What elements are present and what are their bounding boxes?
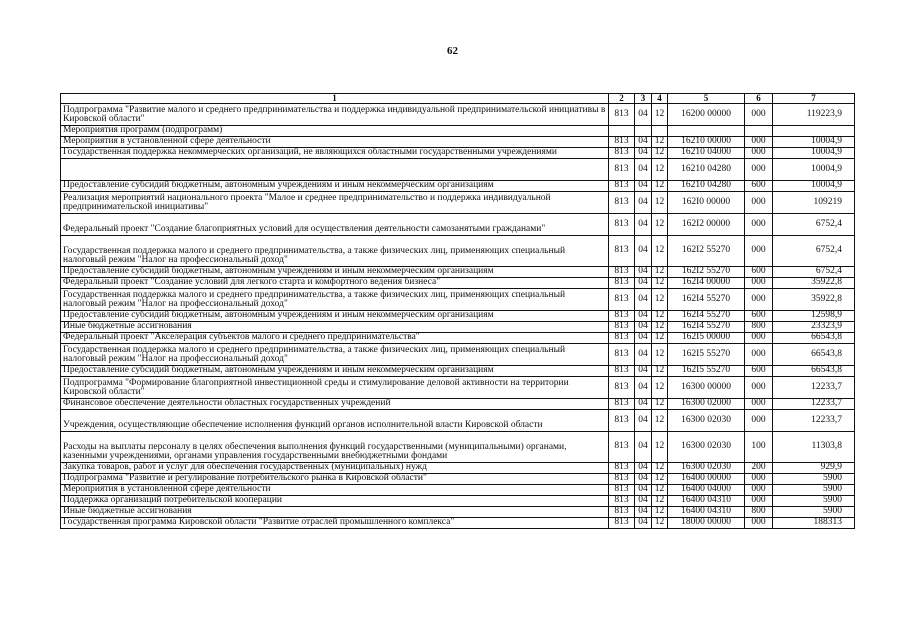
section-code: 04 [635, 399, 652, 410]
section-code: 04 [635, 432, 652, 463]
amount [773, 126, 855, 137]
target-article: 162I5 55270 [668, 344, 745, 366]
expense-type: 000 [745, 236, 773, 267]
amount: 66543,8 [773, 333, 855, 344]
target-article: 162I4 55270 [668, 289, 745, 311]
ministry-code: 813 [609, 311, 635, 322]
amount: 6752,4 [773, 236, 855, 267]
table-row [61, 192, 855, 214]
subsection-code: 12 [652, 474, 668, 485]
amount: 12598,9 [773, 311, 855, 322]
subsection-code: 12 [652, 278, 668, 289]
row-name: Мероприятия в установленной сфере деятельности [61, 137, 609, 148]
col-header: 2 [609, 94, 635, 104]
subsection-code: 12 [652, 507, 668, 518]
expense-type: 000 [745, 518, 773, 529]
expense-type: 000 [745, 333, 773, 344]
expense-type: 600 [745, 181, 773, 192]
ministry-code: 813 [609, 463, 635, 474]
row-name: Поддержка организаций потребительской кооперации [61, 496, 609, 507]
col-header: 1 [61, 94, 609, 104]
expense-type: 000 [745, 399, 773, 410]
expense-type: 000 [745, 137, 773, 148]
row-name: Государственная поддержка малого и среднего предпринимательства, а также физических лиц, применяющих специальный налоговый режим "Налог на профессиональный доход" [61, 344, 609, 366]
amount: 188313 [773, 518, 855, 529]
expense-type: 000 [745, 159, 773, 181]
page-number: 62 [447, 45, 458, 57]
row-name: Государственная поддержка малого и среднего предпринимательства, а также физических лиц, применяющих специальный налоговый режим "Налог на профессиональный доход" [61, 289, 609, 311]
expense-type: 600 [745, 311, 773, 322]
target-article: 16400 04310 [668, 507, 745, 518]
table-row [61, 377, 855, 399]
target-article: 16210 00000 [668, 137, 745, 148]
amount: 5900 [773, 474, 855, 485]
row-name: Предоставление субсидий бюджетным, автономным учреждениям и иным некоммерческим организациям [61, 267, 609, 278]
row-name: Федеральный проект "Акселерация субъектов малого и среднего предпринимательства" [61, 333, 609, 344]
subsection-code: 12 [652, 518, 668, 529]
section-code: 04 [635, 159, 652, 181]
table-row [61, 432, 855, 463]
row-name: Подпрограмма "Развитие и регулирование потребительского рынка в Кировской области" [61, 474, 609, 485]
col-header: 7 [773, 94, 855, 104]
row-name: Государственная поддержка малого и среднего предпринимательства, а также физических лиц, применяющих специальный налоговый режим "Налог на профессиональный доход" [61, 236, 609, 267]
ministry-code: 813 [609, 159, 635, 181]
expense-type: 100 [745, 432, 773, 463]
expense-type: 000 [745, 377, 773, 399]
row-name: Финансовое обеспечение деятельности областных государственных учреждений [61, 399, 609, 410]
amount: 5900 [773, 496, 855, 507]
section-code: 04 [635, 267, 652, 278]
target-article: 162I4 00000 [668, 278, 745, 289]
target-article: 162I0 00000 [668, 192, 745, 214]
section-code: 04 [635, 311, 652, 322]
ministry-code [609, 126, 635, 137]
amount: 10004,9 [773, 137, 855, 148]
ministry-code: 813 [609, 267, 635, 278]
amount: 6752,4 [773, 267, 855, 278]
expense-type: 800 [745, 507, 773, 518]
amount: 12233,7 [773, 399, 855, 410]
amount: 5900 [773, 507, 855, 518]
target-article: 16400 04310 [668, 496, 745, 507]
section-code: 04 [635, 496, 652, 507]
amount: 10004,9 [773, 159, 855, 181]
amount: 6752,4 [773, 214, 855, 236]
row-name [61, 159, 609, 181]
header-row [61, 94, 855, 104]
table-row [61, 518, 855, 529]
target-article: 16300 00000 [668, 377, 745, 399]
table-row [61, 104, 855, 126]
expense-type: 000 [745, 410, 773, 432]
row-name: Мероприятия в установленной сфере деятельности [61, 485, 609, 496]
ministry-code: 813 [609, 137, 635, 148]
ministry-code: 813 [609, 181, 635, 192]
amount: 66543,8 [773, 366, 855, 377]
section-code: 04 [635, 485, 652, 496]
table-row [61, 344, 855, 366]
subsection-code: 12 [652, 104, 668, 126]
col-header: 4 [652, 94, 668, 104]
target-article: 162I2 55270 [668, 267, 745, 278]
row-name: Подпрограмма "Формирование благоприятной инвестиционной среды и стимулирование деловой активности на территории Кировской области" [61, 377, 609, 399]
expense-type: 000 [745, 214, 773, 236]
expense-type: 000 [745, 344, 773, 366]
section-code: 04 [635, 366, 652, 377]
section-code: 04 [635, 507, 652, 518]
subsection-code: 12 [652, 311, 668, 322]
target-article: 16300 02030 [668, 410, 745, 432]
ministry-code: 813 [609, 485, 635, 496]
section-code [635, 126, 652, 137]
ministry-code: 813 [609, 148, 635, 159]
subsection-code: 12 [652, 159, 668, 181]
ministry-code: 813 [609, 507, 635, 518]
subsection-code: 12 [652, 289, 668, 311]
amount: 5900 [773, 485, 855, 496]
target-article: 16200 00000 [668, 104, 745, 126]
target-article: 16400 00000 [668, 474, 745, 485]
expense-type: 600 [745, 267, 773, 278]
expense-type: 200 [745, 463, 773, 474]
expense-type: 000 [745, 104, 773, 126]
table-row [61, 236, 855, 267]
ministry-code: 813 [609, 377, 635, 399]
target-article: 162I2 00000 [668, 214, 745, 236]
table-row [61, 181, 855, 192]
expense-type: 000 [745, 278, 773, 289]
row-name: Предоставление субсидий бюджетным, автономным учреждениям и иным некоммерческим организациям [61, 366, 609, 377]
col-header: 3 [635, 94, 652, 104]
row-name: Государственная поддержка некоммерческих организаций, не являющихся областными государственными учреждениями [61, 148, 609, 159]
subsection-code: 12 [652, 137, 668, 148]
ministry-code: 813 [609, 496, 635, 507]
subsection-code: 12 [652, 192, 668, 214]
expense-type: 000 [745, 192, 773, 214]
row-name: Предоставление субсидий бюджетным, автономным учреждениям и иным некоммерческим организациям [61, 181, 609, 192]
ministry-code: 813 [609, 214, 635, 236]
expense-type: 000 [745, 496, 773, 507]
subsection-code: 12 [652, 333, 668, 344]
amount: 23323,9 [773, 322, 855, 333]
subsection-code: 12 [652, 377, 668, 399]
subsection-code: 12 [652, 214, 668, 236]
target-article: 16400 04000 [668, 485, 745, 496]
row-name: Иные бюджетные ассигнования [61, 322, 609, 333]
ministry-code: 813 [609, 333, 635, 344]
subsection-code: 12 [652, 344, 668, 366]
ministry-code: 813 [609, 474, 635, 485]
ministry-code: 813 [609, 518, 635, 529]
section-code: 04 [635, 463, 652, 474]
table-row [61, 333, 855, 344]
target-article: 16300 02000 [668, 399, 745, 410]
ministry-code: 813 [609, 236, 635, 267]
subsection-code: 12 [652, 322, 668, 333]
row-name: Закупка товаров, работ и услуг для обеспечения государственных (муниципальных) нужд [61, 463, 609, 474]
row-name: Федеральный проект "Создание условий для легкого старта и комфортного ведения бизнеса" [61, 278, 609, 289]
table-row [61, 399, 855, 410]
row-name: Расходы на выплаты персоналу в целях обеспечения выполнения функций государственными (муниципальными) органами, казенными учреждениями, органами управления государственными внебюджетными фондами [61, 432, 609, 463]
section-code: 04 [635, 148, 652, 159]
target-article: 162I5 00000 [668, 333, 745, 344]
expense-type [745, 126, 773, 137]
subsection-code: 12 [652, 485, 668, 496]
amount: 35922,8 [773, 278, 855, 289]
row-name: Подпрограмма "Развитие малого и среднего предпринимательства и поддержка индивидуальной предпринимательской инициативы в Кировской области" [61, 104, 609, 126]
subsection-code [652, 126, 668, 137]
table-row [61, 159, 855, 181]
amount: 119223,9 [773, 104, 855, 126]
target-article: 162I4 55270 [668, 322, 745, 333]
target-article: 16300 02030 [668, 432, 745, 463]
amount: 10004,9 [773, 181, 855, 192]
row-name: Реализация мероприятий национального проекта "Малое и среднее предпринимательство и поддержка индивидуальной предпринимательской инициативы" [61, 192, 609, 214]
row-name: Мероприятия программ (подпрограмм) [61, 126, 609, 137]
target-article: 16210 04000 [668, 148, 745, 159]
section-code: 04 [635, 474, 652, 485]
target-article [668, 126, 745, 137]
expense-type: 000 [745, 474, 773, 485]
row-name: Иные бюджетные ассигнования [61, 507, 609, 518]
table-row [61, 289, 855, 311]
target-article: 162I4 55270 [668, 311, 745, 322]
expense-type: 000 [745, 289, 773, 311]
subsection-code: 12 [652, 496, 668, 507]
budget-table [60, 93, 855, 529]
expense-type: 600 [745, 366, 773, 377]
col-header: 6 [745, 94, 773, 104]
section-code: 04 [635, 333, 652, 344]
target-article: 16210 04280 [668, 181, 745, 192]
section-code: 04 [635, 410, 652, 432]
ministry-code: 813 [609, 344, 635, 366]
ministry-code: 813 [609, 192, 635, 214]
table-row [61, 214, 855, 236]
ministry-code: 813 [609, 322, 635, 333]
subsection-code: 12 [652, 410, 668, 432]
table-row [61, 410, 855, 432]
ministry-code: 813 [609, 399, 635, 410]
section-code: 04 [635, 214, 652, 236]
ministry-code: 813 [609, 104, 635, 126]
section-code: 04 [635, 104, 652, 126]
subsection-code: 12 [652, 432, 668, 463]
amount: 66543,8 [773, 344, 855, 366]
section-code: 04 [635, 278, 652, 289]
row-name: Учреждения, осуществляющие обеспечение исполнения функций органов исполнительной власти Кировской области [61, 410, 609, 432]
ministry-code: 813 [609, 432, 635, 463]
row-name: Предоставление субсидий бюджетным, автономным учреждениям и иным некоммерческим организациям [61, 311, 609, 322]
section-code: 04 [635, 344, 652, 366]
row-name: Федеральный проект "Создание благоприятных условий для осуществления деятельности самозанятыми гражданами" [61, 214, 609, 236]
section-code: 04 [635, 236, 652, 267]
ministry-code: 813 [609, 410, 635, 432]
expense-type: 000 [745, 148, 773, 159]
target-article: 18000 00000 [668, 518, 745, 529]
amount: 10004,9 [773, 148, 855, 159]
section-code: 04 [635, 377, 652, 399]
target-article: 162I2 55270 [668, 236, 745, 267]
amount: 11303,8 [773, 432, 855, 463]
expense-type: 000 [745, 485, 773, 496]
target-article: 16300 02030 [668, 463, 745, 474]
subsection-code: 12 [652, 236, 668, 267]
ministry-code: 813 [609, 278, 635, 289]
amount: 35922,8 [773, 289, 855, 311]
section-code: 04 [635, 137, 652, 148]
section-code: 04 [635, 322, 652, 333]
section-code: 04 [635, 289, 652, 311]
subsection-code: 12 [652, 399, 668, 410]
ministry-code: 813 [609, 289, 635, 311]
table-row [61, 278, 855, 289]
subsection-code: 12 [652, 463, 668, 474]
expense-type: 800 [745, 322, 773, 333]
ministry-code: 813 [609, 366, 635, 377]
target-article: 16210 04280 [668, 159, 745, 181]
section-code: 04 [635, 192, 652, 214]
subsection-code: 12 [652, 267, 668, 278]
amount: 109219 [773, 192, 855, 214]
amount: 12233,7 [773, 377, 855, 399]
col-header: 5 [668, 94, 745, 104]
table-row [61, 148, 855, 159]
table-row [61, 366, 855, 377]
subsection-code: 12 [652, 366, 668, 377]
subsection-code: 12 [652, 181, 668, 192]
section-code: 04 [635, 518, 652, 529]
amount: 929,9 [773, 463, 855, 474]
subsection-code: 12 [652, 148, 668, 159]
target-article: 162I5 55270 [668, 366, 745, 377]
amount: 12233,7 [773, 410, 855, 432]
row-name: Государственная программа Кировской области "Развитие отраслей промышленного комплекса" [61, 518, 609, 529]
section-code: 04 [635, 181, 652, 192]
